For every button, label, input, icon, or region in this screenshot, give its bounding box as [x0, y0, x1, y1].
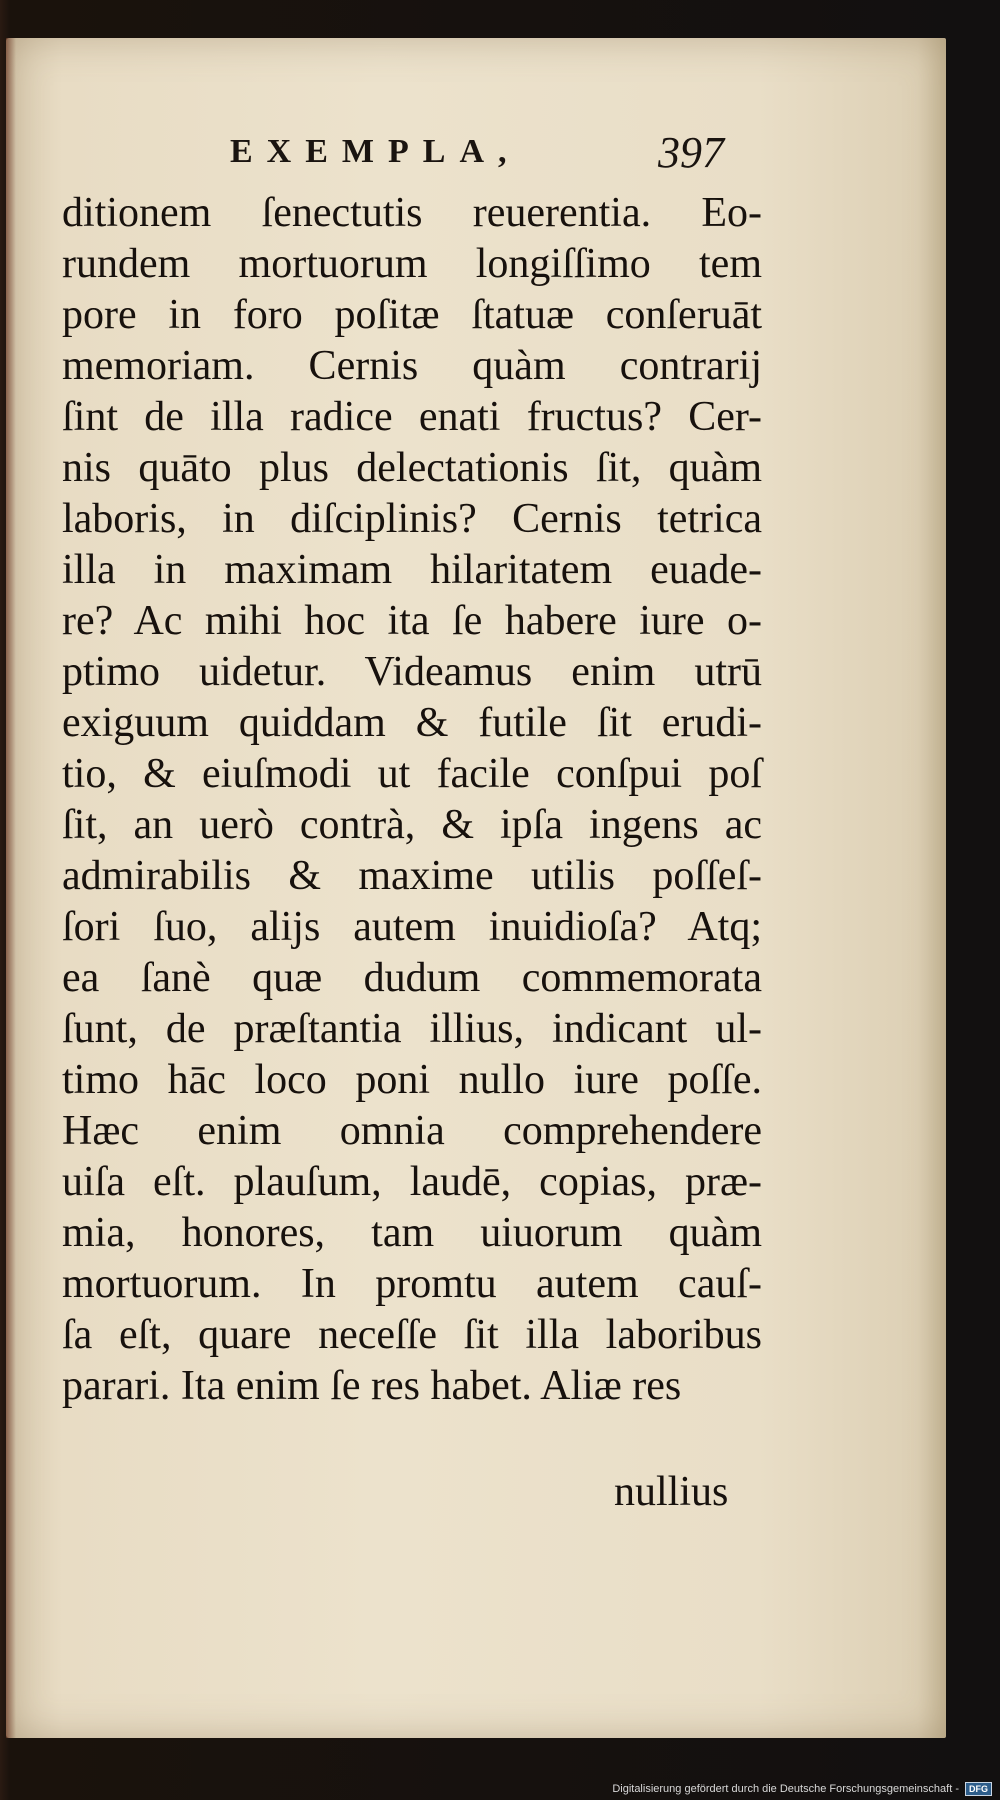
text-line: memoriam. Cernis quàm contrarij — [62, 343, 762, 389]
running-head-title: EXEMPLA, — [230, 133, 521, 170]
text-line: mortuorum. In promtu autem cauſ- — [62, 1261, 762, 1307]
body-text — [62, 188, 762, 1412]
text-line: ſori ſuo, alijs autem inuidioſa? Atq; — [62, 904, 762, 950]
text-line: ſint de illa radice enati fructus? Cer- — [62, 394, 762, 440]
page-number: 397 — [658, 128, 724, 177]
text-line: ſa eſt, quare neceſſe ſit illa laboribus — [62, 1312, 762, 1358]
text-line: illa in maximam hilaritatem euade- — [62, 547, 762, 593]
text-line: laboris, in diſciplinis? Cernis tetrica — [62, 496, 762, 542]
text-line: exiguum quiddam & futile ſit erudi- — [62, 700, 762, 746]
text-line: parari. Ita enim ſe res habet. Aliæ res — [62, 1363, 682, 1409]
funding-notice: Digitalisierung gefördert durch die Deutsche Forschungsgemeinschaft - — [612, 1783, 959, 1795]
text-line: nis quāto plus delectationis ſit, quàm — [62, 445, 762, 491]
text-line: ditionem ſenectutis reuerentia. Eo- — [62, 190, 762, 236]
catchword: nullius — [614, 1469, 729, 1515]
text-line: admirabilis & maxime utilis poſſeſ- — [62, 853, 762, 899]
text-line: ptimo uidetur. Videamus enim utrū — [62, 649, 762, 695]
text-line: uiſa eſt. plauſum, laudē, copias, præ- — [62, 1159, 762, 1205]
dfg-logo-icon: DFG — [965, 1782, 992, 1796]
text-line: ea ſanè quæ dudum commemorata — [62, 955, 762, 1001]
text-line: tio, & eiuſmodi ut facile conſpui poſ — [62, 751, 762, 797]
digitization-footer — [612, 1782, 992, 1796]
text-line: pore in foro poſitæ ſtatuæ conſeruāt — [62, 292, 762, 338]
text-line: ſit, an uerò contrà, & ipſa ingens ac — [62, 802, 762, 848]
text-line: rundem mortuorum longiſſimo tem — [62, 241, 762, 287]
text-line: mia, honores, tam uiuorum quàm — [62, 1210, 762, 1256]
text-line: re? Ac mihi hoc ita ſe habere iure o- — [62, 598, 762, 644]
text-line: Hæc enim omnia comprehendere — [62, 1108, 762, 1154]
text-line: timo hāc loco poni nullo iure poſſe. — [62, 1057, 762, 1103]
book-page — [6, 38, 946, 1738]
running-head — [6, 128, 946, 193]
text-line: ſunt, de præſtantia illius, indicant ul- — [62, 1006, 762, 1052]
